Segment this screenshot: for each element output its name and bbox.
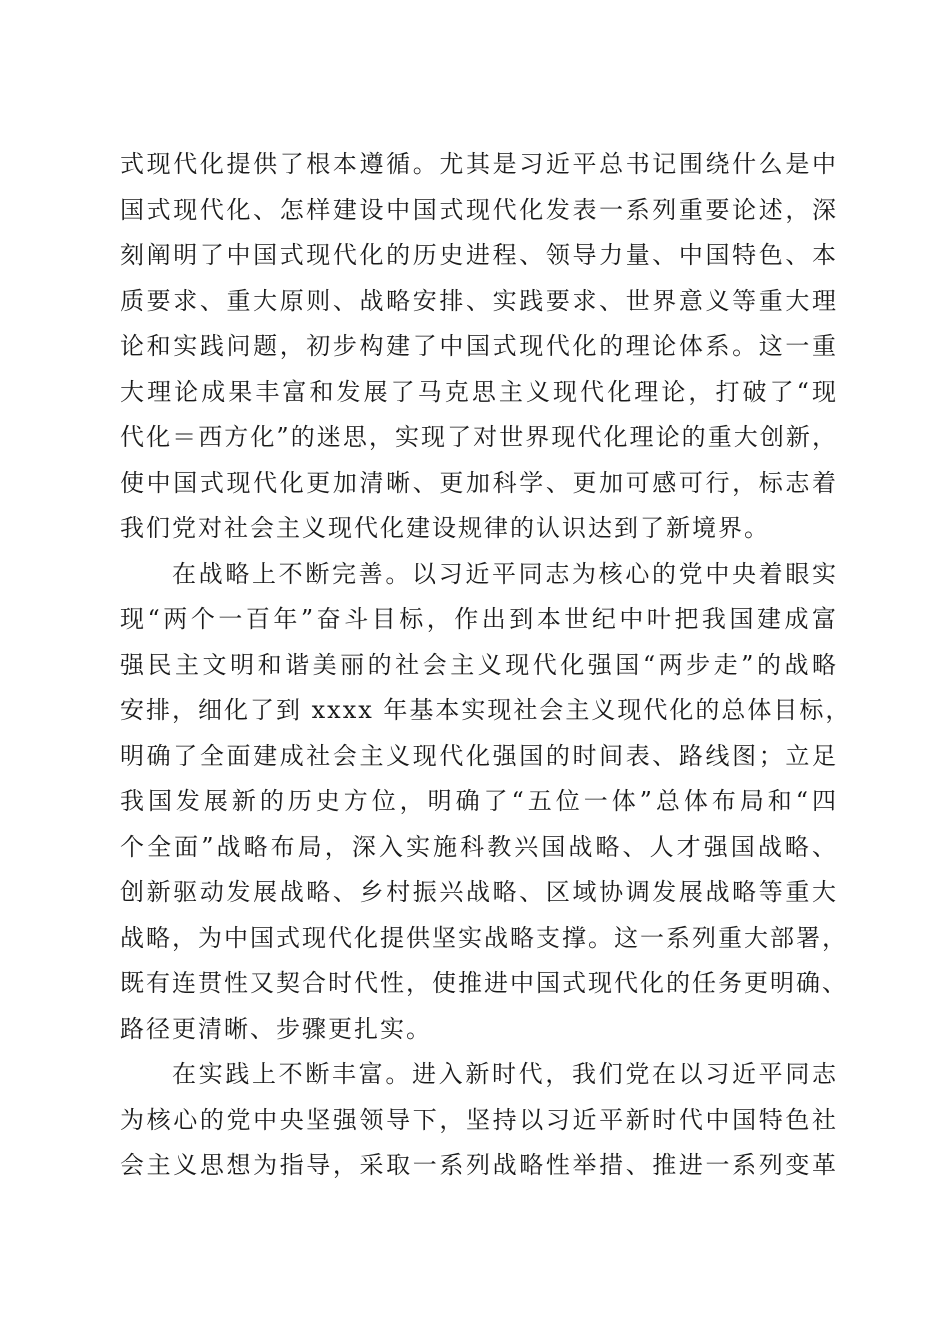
- text-line: 明确了全面建成社会主义现代化强国的时间表、路线图；立足: [120, 741, 838, 770]
- text-line: 既有连贯性又契合时代性，使推进中国式现代化的任务更明确、: [120, 969, 848, 997]
- text-line: 我国发展新的历史方位，明确了“五位一体”总体布局和“四: [120, 787, 838, 815]
- text-line: 刻阐明了中国式现代化的历史进程、领导力量、中国特色、本: [120, 241, 838, 269]
- text-line: 我们党对社会主义现代化建设规律的认识达到了新境界。: [120, 514, 770, 542]
- text-line: 国式现代化、怎样建设中国式现代化发表一系列重要论述，深: [120, 195, 838, 224]
- text-line: 论和实践问题，初步构建了中国式现代化的理论体系。这一重: [120, 332, 838, 360]
- text-line: 战略，为中国式现代化提供坚实战略支撑。这一系列重大部署，: [120, 923, 848, 952]
- text-line: 式现代化提供了根本遵循。尤其是习近平总书记围绕什么是中: [120, 150, 838, 178]
- text-line: 为核心的党中央坚强领导下，坚持以习近平新时代中国特色社: [120, 1105, 838, 1134]
- document-body: [120, 142, 852, 1189]
- text-line: 安排，细化了到 xxxx 年基本实现社会主义现代化的总体目标，: [120, 696, 852, 724]
- text-line: 使中国式现代化更加清晰、更加科学、更加可感可行，标志着: [120, 468, 838, 497]
- paragraph-first-line: 在实践上不断丰富。进入新时代，我们党在以习近平同志: [172, 1060, 838, 1088]
- text-line: 会主义思想为指导，采取一系列战略性举措、推进一系列变革: [120, 1151, 838, 1179]
- text-line: 强民主文明和谐美丽的社会主义现代化强国“两步走”的战略: [120, 650, 838, 679]
- text-line: 路径更清晰、步骤更扎实。: [120, 1014, 432, 1043]
- paragraph-first-line: 在战略上不断完善。以习近平同志为核心的党中央着眼实: [172, 559, 838, 588]
- text-line: 个全面”战略布局，深入实施科教兴国战略、人才强国战略、: [120, 832, 838, 861]
- text-line: 大理论成果丰富和发展了马克思主义现代化理论，打破了“现: [120, 377, 838, 406]
- text-line: 代化＝西方化”的迷思，实现了对世界现代化理论的重大创新，: [120, 423, 838, 451]
- text-line: 创新驱动发展战略、乡村振兴战略、区域协调发展战略等重大: [120, 878, 838, 906]
- text-line: 现“两个一百年”奋斗目标，作出到本世纪中叶把我国建成富: [120, 605, 838, 633]
- text-line: 质要求、重大原则、战略安排、实践要求、世界意义等重大理: [120, 286, 838, 315]
